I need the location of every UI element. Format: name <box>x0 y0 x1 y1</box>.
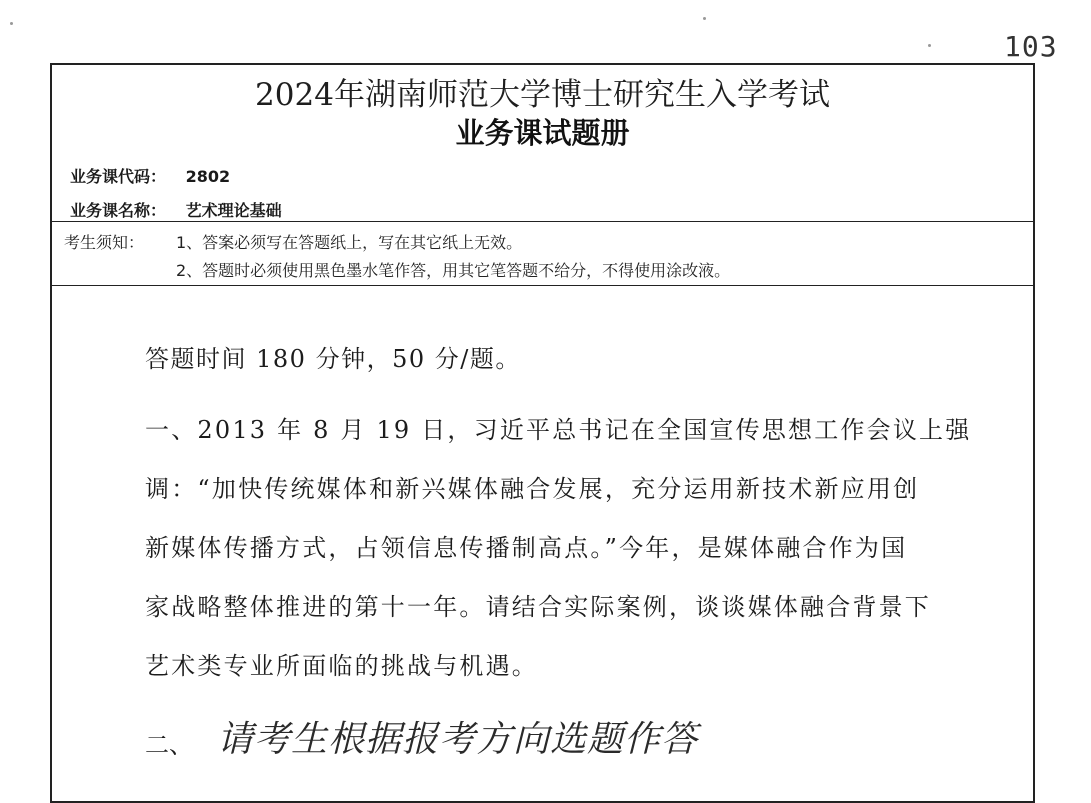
course-code-row <box>70 164 230 187</box>
course-name-label: 业务课名称： <box>70 201 167 220</box>
scan-speck <box>10 22 13 25</box>
question-1 <box>145 401 995 696</box>
question-1-line: 一、2013 年 8 月 19 日，习近平总书记在全国宣传思想工作会议上强 <box>145 416 972 444</box>
question-2-handwritten-note: 请考生根据报考方向选题作答 <box>217 719 699 760</box>
course-code-label: 业务课代码： <box>70 167 167 186</box>
question-1-line: 新媒体传播方式，占领信息传播制高点。”今年，是媒体融合作为国 <box>145 534 908 562</box>
page-number: 103 <box>1004 30 1058 63</box>
scan-speck <box>703 17 706 20</box>
exam-frame <box>50 63 1035 803</box>
course-name-row <box>70 198 282 221</box>
exam-header <box>52 65 1033 222</box>
notice-item: 2、答题时必须使用黑色墨水笔作答，用其它笔答题不给分，不得使用涂改液。 <box>176 261 731 280</box>
exam-title: 2024年湖南师范大学博士研究生入学考试 <box>255 77 830 113</box>
notice-label: 考生须知： <box>64 233 145 252</box>
notice-item: 1、答案必须写在答题纸上，写在其它纸上无效。 <box>176 233 523 252</box>
question-2-number: 二、 <box>145 731 193 759</box>
scan-speck <box>928 44 931 47</box>
exam-subtitle: 业务课试题册 <box>455 116 630 150</box>
candidate-notice <box>52 222 1033 286</box>
exam-time-info: 答题时间 180 分钟，50 分/题。 <box>145 345 521 373</box>
question-1-line: 艺术类专业所面临的挑战与机遇。 <box>145 652 538 680</box>
course-code-value: 2802 <box>185 167 231 186</box>
question-1-line: 家战略整体推进的第十一年。请结合实际案例，谈谈媒体融合背景下 <box>145 593 931 621</box>
course-name-value: 艺术理论基础 <box>185 201 282 220</box>
question-1-line: 调：“加快传统媒体和新兴媒体融合发展，充分运用新技术新应用创 <box>145 475 920 503</box>
